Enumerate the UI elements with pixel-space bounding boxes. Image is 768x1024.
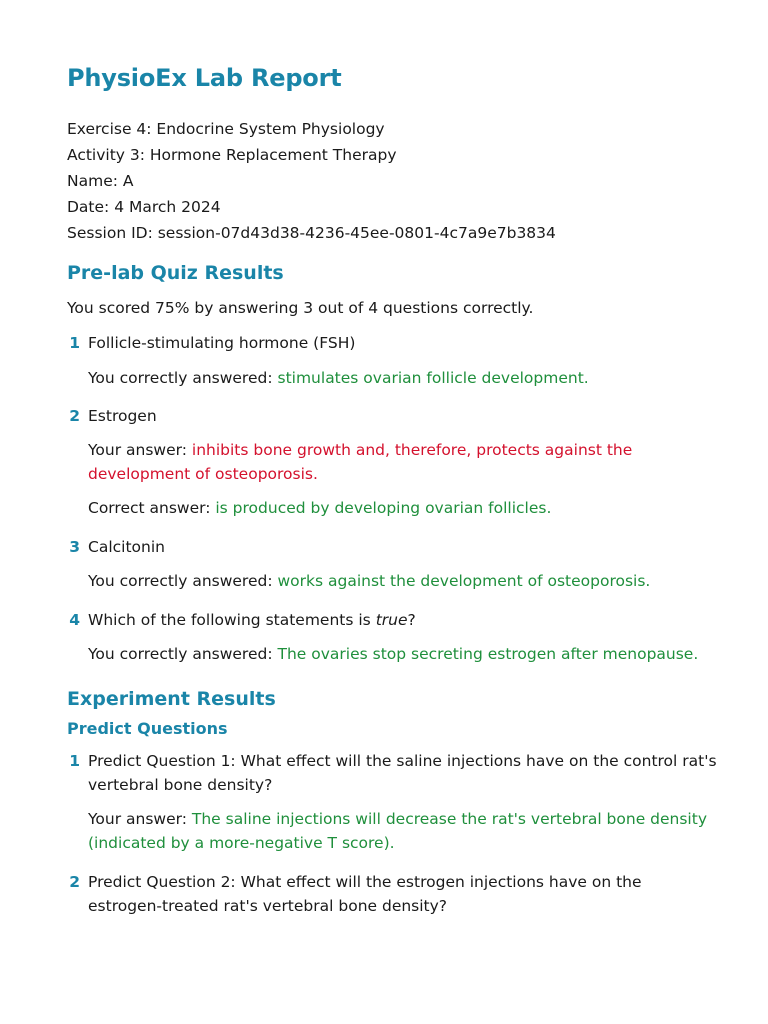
question-text: Which of the following statements is (88, 611, 371, 629)
answer-label: You correctly answered: (88, 369, 273, 387)
quiz-question-4 (88, 608, 718, 632)
your-answer-label: Your answer: (88, 810, 187, 828)
activity-line: Activity 3: Hormone Replacement Therapy (67, 146, 397, 164)
date-line: Date: 4 March 2024 (67, 198, 221, 216)
prelab-heading: Pre-lab Quiz Results (67, 262, 284, 284)
quiz-question-1: Follicle-stimulating hormone (FSH) (88, 334, 356, 352)
name-line: Name: A (67, 172, 134, 190)
session-id-line: Session ID: session-07d43d38-4236-45ee-0801-4c7a9e7b3834 (67, 224, 556, 242)
question-emphasis: true (375, 611, 408, 629)
answer-label: You correctly answered: (88, 572, 273, 590)
your-answer-label: Your answer: (88, 441, 187, 459)
quiz-number-3: 3 (69, 538, 80, 556)
exercise-line: Exercise 4: Endocrine System Physiology (67, 120, 385, 138)
quiz-number-4: 4 (69, 611, 80, 629)
report-title: PhysioEx Lab Report (67, 64, 342, 92)
quiz-correct-answer-2 (88, 496, 718, 520)
quiz-question-2: Estrogen (88, 407, 157, 425)
wrong-answer-text: inhibits bone growth and, therefore, protects against the development of osteoporosis. (88, 441, 633, 483)
experiment-heading: Experiment Results (67, 688, 276, 710)
quiz-answer-3 (88, 569, 718, 593)
quiz-question-3: Calcitonin (88, 538, 165, 556)
correct-answer-text: stimulates ovarian follicle development. (277, 369, 589, 387)
predict-question-2: Predict Question 2: What effect will the estrogen injections have on the estrogen-treated rat's vertebral bone density? (88, 873, 642, 915)
quiz-number-2: 2 (69, 407, 80, 425)
answer-label: You correctly answered: (88, 645, 273, 663)
correct-answer-text: is produced by developing ovarian follicles. (215, 499, 552, 517)
predict-number-2: 2 (69, 873, 80, 891)
quiz-your-answer-2 (88, 438, 648, 486)
correct-answer-label: Correct answer: (88, 499, 211, 517)
correct-answer-text: works against the development of osteoporosis. (277, 572, 651, 590)
prelab-score: You scored 75% by answering 3 out of 4 questions correctly. (67, 299, 534, 317)
quiz-answer-1 (88, 366, 718, 390)
predict-answer-text: The saline injections will decrease the rat's vertebral bone density (indicated by a more-negative T score). (88, 810, 707, 852)
predict-question-1: Predict Question 1: What effect will the saline injections have on the control rat's vertebral bone density? (88, 752, 717, 794)
correct-answer-text: The ovaries stop secreting estrogen after menopause. (277, 645, 699, 663)
question-punctuation: ? (407, 611, 416, 629)
predict-questions-heading: Predict Questions (67, 719, 228, 738)
quiz-number-1: 1 (69, 334, 80, 352)
report-meta (67, 116, 556, 246)
predict-answer-1 (88, 807, 708, 855)
predict-number-1: 1 (69, 752, 80, 770)
quiz-answer-4 (88, 642, 718, 666)
